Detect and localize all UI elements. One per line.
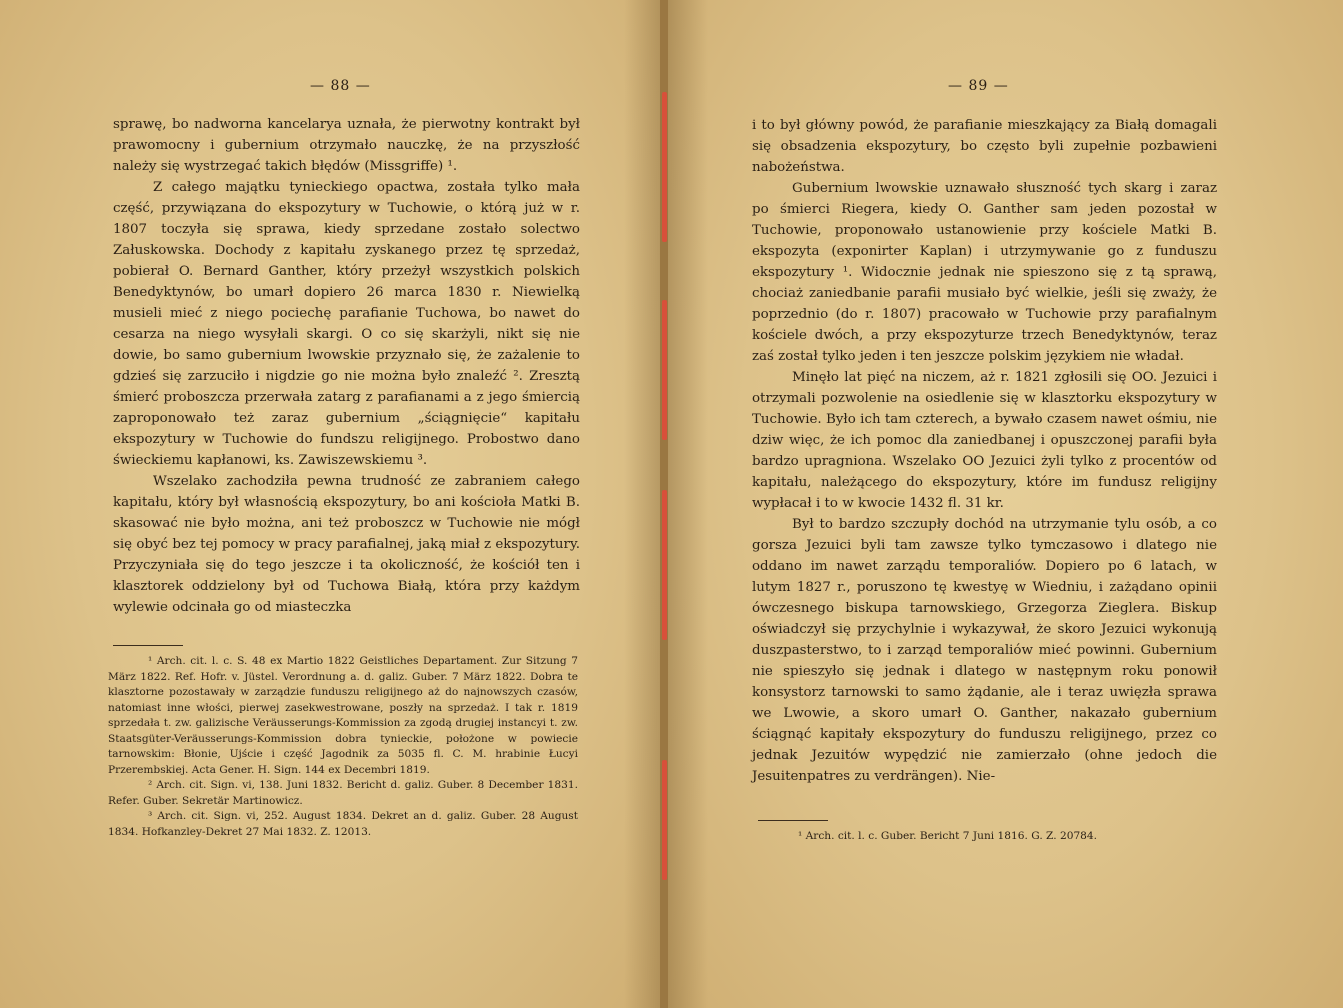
footnote: ¹ Arch. cit. l. c. S. 48 ex Martio 1822 Geistliches Departament. Zur Sitzung 7 März 1822. Ref. Hofr. v. Jüstel. Verordnung a. d. galiz. Guber. 7 März 1822. Dobra te klasztorne pozostawały w zarządzie funduszu religijnego aż do najnowszych czasów, natomiast inne włości, pierwej zasekwestrowane, poszły na sprzedaż. I tak r. 1819 sprzedała t. zw. galizische Veräusserungs-Kommission za zgodą drugiej instancyi t. zw. Staatsgüter-Veräusserungs-Kommission dobra tynieckie, położone w powiecie tarnowskim: Błonie, Ujście i część Jagodnik za 5035 fl. C. M. hrabinie Łucyi Przerembskiej. Acta Gener. H. Sign. 144 ex Decembri 1819. bbox=[108, 655, 578, 776]
paragraph: i to był główny powód, że parafianie mieszkający za Białą domagali się obsadzenia ekspozytury, bo często byli zupełnie pozbawieni nabożeństwa. bbox=[752, 118, 1217, 175]
right-page bbox=[668, 0, 1343, 1008]
page-body-text bbox=[752, 115, 1217, 787]
binding-thread bbox=[662, 760, 667, 880]
paragraph: Wszelako zachodziła pewna trudność ze zabraniem całego kapitału, który był własnością ekspozytury, bo ani kościoła Matki B. skasować nie było można, ani też proboszcz w Tuchowie nie mógł się obyć bez tej pomocy w pracy parafialnej, jaką miał z ekspozytury. Przyczyniała się do tego jeszcze i ta okoliczność, że kościół ten i klasztorek oddzielony był od Tuchowa Białą, która przy każdym wylewie odcinała go od miasteczka bbox=[113, 474, 580, 615]
page-number: — 88 — bbox=[310, 78, 371, 94]
footnotes bbox=[758, 829, 1218, 845]
left-page bbox=[0, 0, 664, 1008]
footnote-rule bbox=[758, 820, 828, 821]
page-body-text bbox=[113, 114, 580, 618]
footnote: ¹ Arch. cit. l. c. Guber. Bericht 7 Juni 1816. G. Z. 20784. bbox=[798, 830, 1098, 842]
paragraph: Minęło lat pięć na niczem, aż r. 1821 zgłosili się OO. Jezuici i otrzymali pozwolenie na osiedlenie się w klasztorku ekspozytury w Tuchowie. Było ich tam czterech, a bywało czasem nawet ośmiu, nie dziw więc, że ich pomoc dla zaniedbanej i opuszczonej parafii była bardzo upragniona. Wszelako OO Jezuici żyli tylko z procentów od kapitału, należącego do ekspozytury, które im fundusz religijny wypłacał i to w kwocie 1432 fl. 31 kr. bbox=[752, 370, 1217, 511]
paragraph: Był to bardzo szczupły dochód na utrzymanie tylu osób, a co gorsza Jezuici byli tam zawsze tylko tymczasowo i dlatego nie oddano im nawet zarządu temporaliów. Dopiero po 6 latach, w lutym 1827 r., poruszono tę kwestyę w Wiedniu, i zażądano opinii ówczesnego biskupa tarnowskiego, Grzegorza Zieglera. Biskup oświadczył się przychylnie i wykazywał, że skoro Jezuici wykonują duszpasterstwo, to i zarząd temporaliów mieć powinni. Gubernium nie spieszyło się jednak i dlatego w następnym roku ponowił konsystorz tarnowski to samo żądanie, ale i teraz uwięzła sprawa we Lwowie, a skoro umarł O. Ganther, nakazało gubernium ściągnąć kapitały ekspozytury do funduszu religijnego, przez co jednak Jezuitów wypędzić nie zamierzało (ohne jedoch die Jesuitenpatres zu verdrängen). Nie- bbox=[752, 517, 1217, 784]
footnote: ³ Arch. cit. Sign. vi, 252. August 1834. Dekret an d. galiz. Guber. 28 August 1834. Hofkanzley-Dekret 27 Mai 1832. Z. 12013. bbox=[108, 810, 578, 838]
footnotes bbox=[108, 654, 578, 840]
binding-thread bbox=[662, 92, 667, 242]
binding-thread bbox=[662, 300, 667, 440]
binding-thread bbox=[662, 490, 667, 640]
paragraph: Z całego majątku tynieckiego opactwa, została tylko mała część, przywiązana do ekspozytury w Tuchowie, o którą już w r. 1807 toczyła się sprawa, kiedy sprzedane zostało solectwo Załuskowska. Dochody z kapitału zyskanego przez tę sprzedaż, pobierał O. Bernard Ganther, który przeżył wszystkich polskich Benedyktynów, bo umarł dopiero 26 marca 1830 r. Niewielką musieli mieć z niego pociechę parafianie Tuchowa, bo nawet do cesarza na niego wysyłali skargi. O co się skarżyli, nikt się nie dowie, bo samo gubernium lwowskie przyznało się, że zażalenie to gdzieś się zarzuciło i nigdzie go nie można było znaleźć ². Zresztą śmierć proboszcza przerwała zatarg z parafianami a z jego śmiercią zaproponowało też zaraz gubernium „ściągnięcie“ kapitału ekspozytury w Tuchowie do fundszu religijnego. Probostwo dano świeckiemu kapłanowi, ks. Zawiszewskiemu ³. bbox=[113, 180, 580, 468]
footnote-rule bbox=[113, 645, 183, 646]
paragraph: Gubernium lwowskie uznawało słuszność tych skarg i zaraz po śmierci Riegera, kiedy O. Ganther sam jeden pozostał w Tuchowie, proponowało ustanowienie przy kościele Matki B. ekspozyta (exponirter Kaplan) i utrzymywanie go z funduszu ekspozytury ¹. Widocznie jednak nie spieszono się z tą sprawą, chociaż zaniedbanie parafii musiało być wielkie, jeśli się zważy, że poprzednio (do r. 1807) pracowało w Tuchowie przy parafialnym kościele dwóch, a przy ekspozyturze trzech Benedyktynów, teraz zaś został tylko jeden i ten jeszcze polskim językiem nie władał. bbox=[752, 181, 1217, 364]
paragraph: sprawę, bo nadworna kancelarya uznała, że pierwotny kontrakt był prawomocny i gubernium otrzymało nauczkę, że na przyszłość należy się wystrzegać takich błędów (Missgriffe) ¹. bbox=[113, 117, 580, 174]
page-number: — 89 — bbox=[948, 78, 1009, 94]
footnote: ² Arch. cit. Sign. vi, 138. Juni 1832. Bericht d. galiz. Guber. 8 December 1831. Refer. Guber. Sekretär Martinowicz. bbox=[108, 779, 578, 807]
